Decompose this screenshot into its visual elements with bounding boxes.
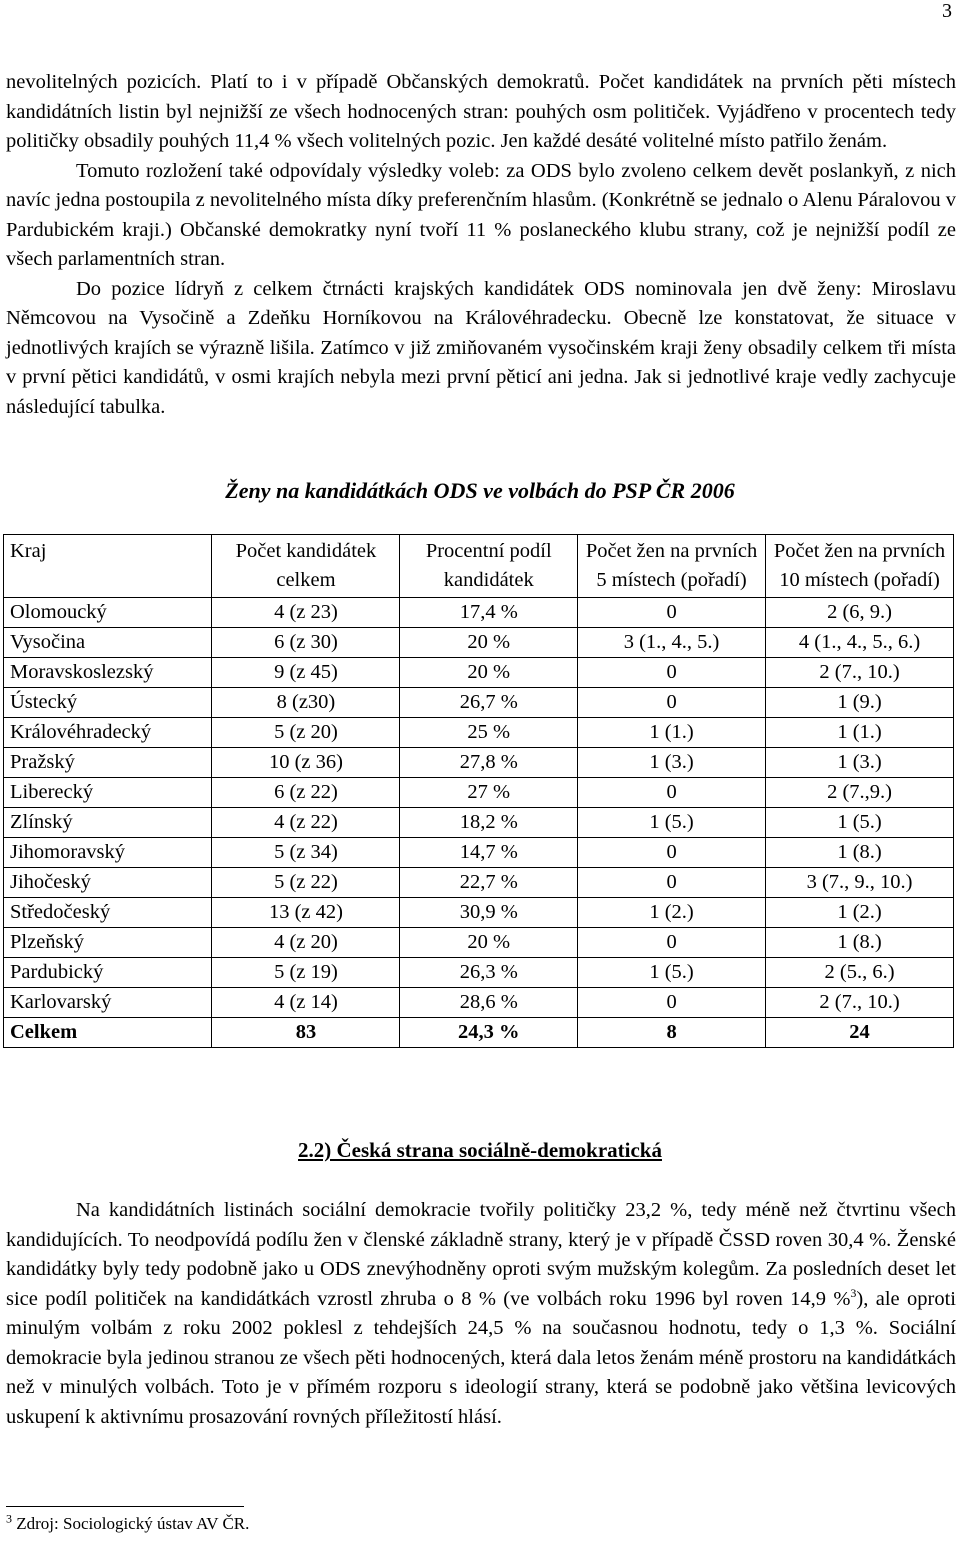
table-row bbox=[4, 868, 954, 898]
cell-prvnich-5: 0 bbox=[578, 868, 766, 898]
cell-kraj: Pardubický bbox=[4, 958, 212, 988]
cell-pocet: 5 (z 34) bbox=[212, 838, 400, 868]
table-row bbox=[4, 808, 954, 838]
cell-prvnich-10: 2 (7.,9.) bbox=[766, 778, 954, 808]
table-row bbox=[4, 628, 954, 658]
cell-kraj: Olomoucký bbox=[4, 598, 212, 628]
header-pocet: Počet kandidátek celkem bbox=[212, 535, 400, 598]
section-heading: 2.2) Česká strana sociálně-demokratická bbox=[298, 1138, 662, 1162]
paragraph-text: Na kandidátních listinách sociální demokracie tvořily političky 23,2 %, tedy méně než čtvrtinu všech kandidujících. To neodpovídá podílu žen v členské základně strany, který je v případě ČSSD roven 30,4 %. Ženské kandidátky byly tedy podobně jako u ODS znevýhodněny oproti svým mužským kolegům. Za posledních deset let sice podíl političek na kandidátkách vzrostl zhruba o 8 % (ve volbách roku 1996 byl roven 14,9 % bbox=[6, 1199, 956, 1310]
cell-pocet: 6 (z 22) bbox=[212, 778, 400, 808]
table-row bbox=[4, 688, 954, 718]
cell-prvnich-5: 0 bbox=[578, 658, 766, 688]
header-prvnich-5: Počet žen na prvních 5 místech (pořadí) bbox=[578, 535, 766, 598]
cell-kraj: Zlínský bbox=[4, 808, 212, 838]
cell-podil: 14,7 % bbox=[400, 838, 578, 868]
cell-prvnich-10: 1 (8.) bbox=[766, 928, 954, 958]
cell-prvnich-5: 3 (1., 4., 5.) bbox=[578, 628, 766, 658]
cell-prvnich-5: 0 bbox=[578, 688, 766, 718]
cell-pocet: 4 (z 22) bbox=[212, 808, 400, 838]
table-row bbox=[4, 898, 954, 928]
body-paragraph-ods bbox=[6, 68, 956, 422]
cell-pocet: 9 (z 45) bbox=[212, 658, 400, 688]
paragraph-text: nevolitelných pozicích. Platí to i v případě Občanských demokratů. Počet kandidátek na prvních pěti místech kandidátních listin byl nejnižší ze všech hodnocených stran: pouhých osm političek. Vyjádřeno v procentech tedy političky obsadily pouhých 11,4 % všech volitelných pozic. Jen každé desáté volitelné místo patřilo ženám. bbox=[6, 71, 956, 152]
cell-kraj: Liberecký bbox=[4, 778, 212, 808]
total-cell-prvnich-10: 24 bbox=[766, 1018, 954, 1048]
cell-prvnich-5: 0 bbox=[578, 778, 766, 808]
candidates-table bbox=[3, 534, 954, 1048]
total-cell-prvnich-5: 8 bbox=[578, 1018, 766, 1048]
cell-prvnich-10: 3 (7., 9., 10.) bbox=[766, 868, 954, 898]
table-title: Ženy na kandidátkách ODS ve volbách do PSP ČR 2006 bbox=[225, 478, 735, 503]
cell-podil: 20 % bbox=[400, 628, 578, 658]
cell-pocet: 8 (z30) bbox=[212, 688, 400, 718]
header-kraj: Kraj bbox=[4, 535, 212, 598]
cell-podil: 26,3 % bbox=[400, 958, 578, 988]
cell-pocet: 10 (z 36) bbox=[212, 748, 400, 778]
cell-podil: 30,9 % bbox=[400, 898, 578, 928]
cell-kraj: Jihočeský bbox=[4, 868, 212, 898]
table-row bbox=[4, 598, 954, 628]
cell-kraj: Vysočina bbox=[4, 628, 212, 658]
cell-pocet: 4 (z 14) bbox=[212, 988, 400, 1018]
cell-kraj: Karlovarský bbox=[4, 988, 212, 1018]
cell-pocet: 5 (z 19) bbox=[212, 958, 400, 988]
cell-pocet: 5 (z 22) bbox=[212, 868, 400, 898]
table-row bbox=[4, 748, 954, 778]
total-cell-podil: 24,3 % bbox=[400, 1018, 578, 1048]
total-cell-pocet: 83 bbox=[212, 1018, 400, 1048]
cell-prvnich-10: 2 (5., 6.) bbox=[766, 958, 954, 988]
footnote bbox=[6, 1511, 250, 1534]
cell-podil: 22,7 % bbox=[400, 868, 578, 898]
cell-pocet: 13 (z 42) bbox=[212, 898, 400, 928]
cell-podil: 27 % bbox=[400, 778, 578, 808]
cell-prvnich-5: 1 (3.) bbox=[578, 748, 766, 778]
cell-prvnich-10: 2 (7., 10.) bbox=[766, 658, 954, 688]
cell-prvnich-5: 1 (1.) bbox=[578, 718, 766, 748]
table-header-row bbox=[4, 535, 954, 598]
cell-prvnich-5: 0 bbox=[578, 928, 766, 958]
cell-kraj: Středočeský bbox=[4, 898, 212, 928]
cell-prvnich-5: 0 bbox=[578, 988, 766, 1018]
paragraph-text: Tomuto rozložení také odpovídaly výsledky voleb: za ODS bylo zvoleno celkem devět poslankyň, z nich navíc jedna postoupila z nevolitelného místa díky preferenčním hlasům. (Konkrétně se jednalo o Alenu Páralovou v Pardubickém kraji.) Občanské demokratky nyní tvoří 11 % poslaneckého klubu strany, což je nejnižší podíl ze všech parlamentních stran. bbox=[6, 159, 956, 270]
cell-podil: 25 % bbox=[400, 718, 578, 748]
cell-kraj: Plzeňský bbox=[4, 928, 212, 958]
cell-podil: 26,7 % bbox=[400, 688, 578, 718]
footnote-reference: 3 bbox=[850, 1285, 857, 1300]
table-row bbox=[4, 928, 954, 958]
cell-podil: 17,4 % bbox=[400, 598, 578, 628]
cell-podil: 28,6 % bbox=[400, 988, 578, 1018]
cell-kraj: Jihomoravský bbox=[4, 838, 212, 868]
cell-prvnich-10: 1 (8.) bbox=[766, 838, 954, 868]
table-row bbox=[4, 958, 954, 988]
cell-prvnich-5: 1 (5.) bbox=[578, 958, 766, 988]
table-row bbox=[4, 778, 954, 808]
header-prvnich-10: Počet žen na prvních 10 místech (pořadí) bbox=[766, 535, 954, 598]
cell-prvnich-5: 1 (5.) bbox=[578, 808, 766, 838]
footnote-divider bbox=[6, 1506, 244, 1507]
cell-prvnich-10: 1 (1.) bbox=[766, 718, 954, 748]
cell-pocet: 4 (z 20) bbox=[212, 928, 400, 958]
table-row bbox=[4, 988, 954, 1018]
table-row bbox=[4, 718, 954, 748]
table-row bbox=[4, 658, 954, 688]
page-number: 3 bbox=[942, 0, 952, 22]
paragraph-text: ), ale oproti minulým volbám z roku 2002 poklesl z tehdejších 24,5 % na současnou hodnotu, tedy o 1,3 %. Sociální demokracie byla jedinou stranou ze všech pěti hodnocených, která dala letos ženám méně prostoru na kandidátkách než v minulých volbách. Toto je v přímém rozporu s ideologií strany, která se podobně jako většina levicových uskupení k aktivnímu prosazování rovných příležitostí hlásí. bbox=[6, 1287, 956, 1428]
cell-prvnich-5: 0 bbox=[578, 838, 766, 868]
header-podil: Procentní podíl kandidátek bbox=[400, 535, 578, 598]
total-cell-kraj: Celkem bbox=[4, 1018, 212, 1048]
paragraph-text: Do pozice lídryň z celkem čtrnácti krajských kandidátek ODS nominovala jen dvě ženy: Miroslavu Němcovou na Vysočině a Zdeňku Horníkovou na Královéhradecku. Obecně lze konstatovat, že situace v jednotlivých krajích se výrazně lišila. Zatímco v již zmiňovaném vysočinském kraji ženy obsadily celkem tři místa v první pětici kandidátů, v osmi krajích nebyla mezi první pěticí ani jedna. Jak si jednotlivé kraje vedly zachycuje následující tabulka. bbox=[6, 277, 956, 418]
cell-prvnich-10: 1 (2.) bbox=[766, 898, 954, 928]
cell-pocet: 5 (z 20) bbox=[212, 718, 400, 748]
cell-prvnich-10: 1 (9.) bbox=[766, 688, 954, 718]
cell-prvnich-5: 1 (2.) bbox=[578, 898, 766, 928]
body-paragraph-cssd bbox=[6, 1196, 956, 1432]
footnote-number: 3 bbox=[6, 1511, 12, 1526]
cell-pocet: 4 (z 23) bbox=[212, 598, 400, 628]
cell-podil: 20 % bbox=[400, 658, 578, 688]
table-row bbox=[4, 838, 954, 868]
cell-prvnich-5: 0 bbox=[578, 598, 766, 628]
cell-prvnich-10: 1 (3.) bbox=[766, 748, 954, 778]
cell-prvnich-10: 2 (6, 9.) bbox=[766, 598, 954, 628]
cell-kraj: Pražský bbox=[4, 748, 212, 778]
cell-pocet: 6 (z 30) bbox=[212, 628, 400, 658]
cell-kraj: Moravskoslezský bbox=[4, 658, 212, 688]
footnote-text: Zdroj: Sociologický ústav AV ČR. bbox=[16, 1514, 250, 1533]
cell-podil: 20 % bbox=[400, 928, 578, 958]
cell-kraj: Královéhradecký bbox=[4, 718, 212, 748]
cell-prvnich-10: 4 (1., 4., 5., 6.) bbox=[766, 628, 954, 658]
cell-podil: 27,8 % bbox=[400, 748, 578, 778]
cell-kraj: Ústecký bbox=[4, 688, 212, 718]
cell-prvnich-10: 2 (7., 10.) bbox=[766, 988, 954, 1018]
table-total-row bbox=[4, 1018, 954, 1048]
cell-podil: 18,2 % bbox=[400, 808, 578, 838]
cell-prvnich-10: 1 (5.) bbox=[766, 808, 954, 838]
